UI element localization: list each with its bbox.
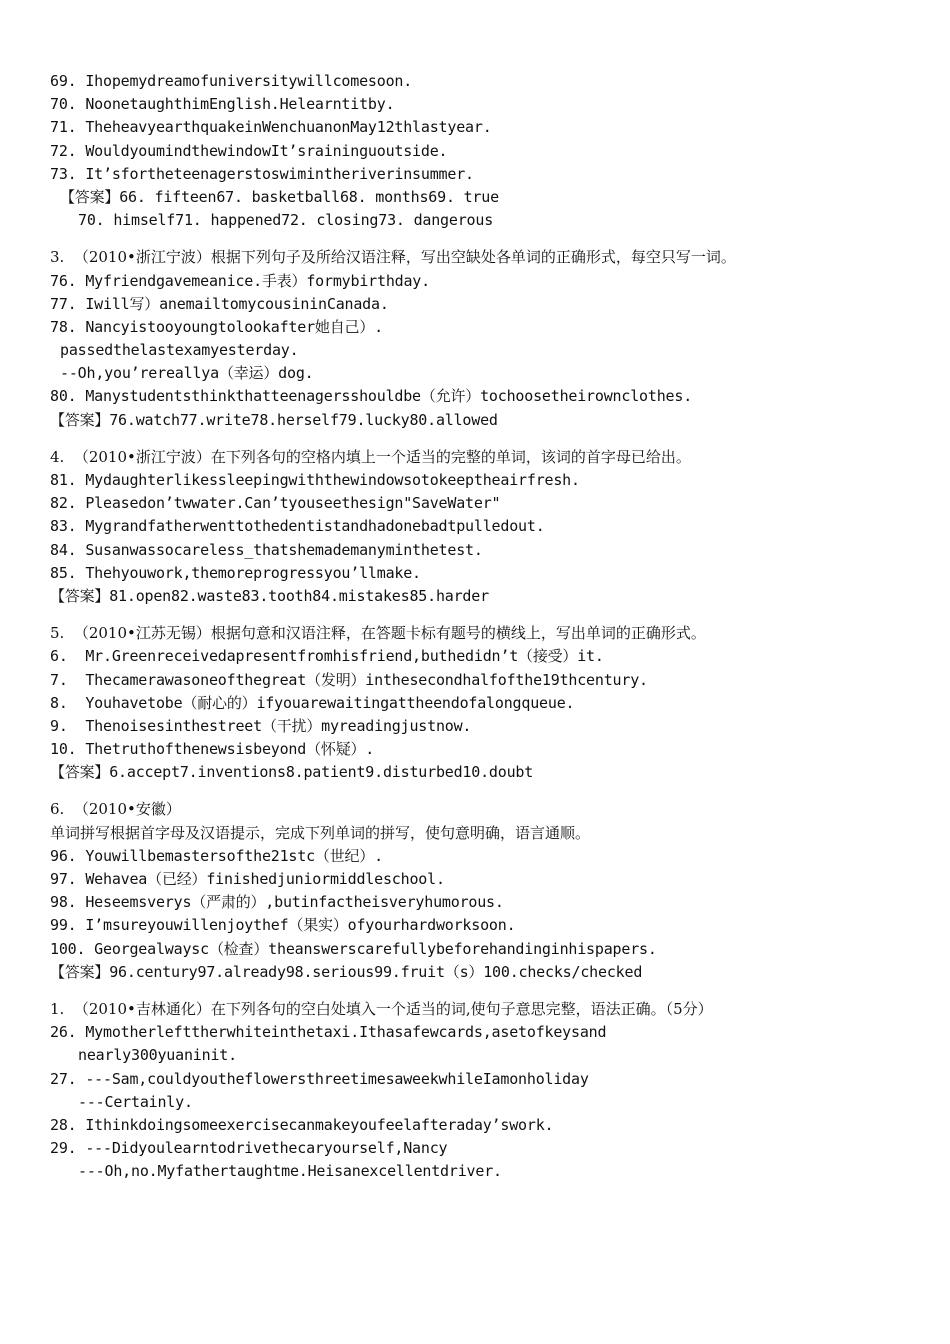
question-line: 9. Thenoisesinthestreet（干扰）myreadingjustnow. — [50, 716, 472, 735]
question-line: ---Certainly. — [78, 1092, 193, 1111]
question-line: 96. Youwillbemastersofthe21stc（世纪）. — [50, 846, 383, 865]
answer-line: 【答案】66. fifteen67. basketball68. months69. true — [60, 187, 499, 206]
question-section — [50, 798, 945, 984]
question-section — [50, 998, 945, 1184]
document-page — [50, 70, 945, 1183]
question-line: 7. Thecamerawasoneofthegreat（发明）inthesecondhalfofthe19thcentury. — [50, 670, 648, 689]
question-line: 70. NoonetaughthimEnglish.Helearntitby. — [50, 95, 395, 114]
answer-line: 【答案】6.accept7.inventions8.patient9.disturbed10.doubt — [50, 763, 534, 782]
question-line: 97. Wehavea（已经）finishedjuniormiddleschool. — [50, 870, 445, 888]
question-line: 78. Nancyistooyoungtolookafter她自己）. — [50, 317, 383, 336]
question-section — [50, 246, 945, 432]
section-gap — [50, 784, 945, 798]
section-gap — [50, 232, 945, 246]
section-gap — [50, 984, 945, 998]
question-line: --Oh,you’rereallya（幸运）dog. — [60, 364, 314, 383]
question-line: 27. ---Sam,couldyoutheflowersthreetimesaweekwhileIamonholiday — [50, 1069, 589, 1088]
question-line: 28. Ithinkdoingsomeexercisecanmakeyoufeelafteraday’swork. — [50, 1115, 554, 1134]
question-line: ---Oh,no.Myfathertaughtme.Heisanexcellentdriver. — [78, 1162, 502, 1181]
question-line: 8. Youhavetobe（耐心的）ifyouarewaitingattheendofalongqueue. — [50, 693, 575, 712]
question-line: 85. Thehyouwork,themoreprogressyou’llmake. — [50, 563, 421, 582]
section-gap — [50, 432, 945, 446]
section-heading: 3. （2010•浙江宁波）根据下列句子及所给汉语注释，写出空缺处各单词的正确形式，每空只写一词。 — [50, 248, 736, 267]
question-line: 72. WouldyoumindthewindowIt’sraininguoutside. — [50, 141, 448, 160]
question-section — [50, 70, 945, 232]
question-line: 77. Iwill写）anemailtomycousininCanada. — [50, 294, 389, 313]
section-heading: 1. （2010•吉林通化）在下列各句的空白处填入一个适当的词,使句子意思完整，语法正确。（5分） — [50, 999, 713, 1018]
answer-line: 【答案】81.open82.waste83.tooth84.mistakes85.harder — [50, 586, 489, 605]
question-line: 98. Heseemsverys（严肃的）,butinfactheisveryhumorous. — [50, 893, 504, 912]
answer-line: 【答案】96.century97.already98.serious99.fruit（s）100.checks/checked — [50, 962, 643, 981]
question-line: 单词拼写根据首字母及汉语提示，完成下列单词的拼写，使句意明确，语言通顺。 — [50, 823, 591, 842]
answer-line: 【答案】76.watch77.write78.herself79.lucky80.allowed — [50, 410, 498, 429]
section-heading: 5. （2010•江苏无锡）根据句意和汉语注释，在答题卡标有题号的横线上，写出单词的正确形式。 — [50, 624, 706, 643]
question-line: nearly300yuaninit. — [78, 1046, 237, 1065]
question-line: 70. himself71. happened72. closing73. dangerous — [78, 211, 494, 230]
question-line: 73. It’sfortheteenagerstoswimintheriverinsummer. — [50, 164, 474, 183]
section-gap — [50, 608, 945, 622]
question-section — [50, 622, 945, 784]
question-line: 99. I’msureyouwillenjoythef（果实）ofyourhardworksoon. — [50, 916, 516, 935]
question-line: 81. Mydaughterlikessleepingwiththewindowsotokeeptheairfresh. — [50, 471, 580, 489]
question-line: 71. TheheavyearthquakeinWenchuanonMay12thlastyear. — [50, 118, 492, 137]
section-heading: 6. （2010•安徽） — [50, 800, 181, 819]
question-line: 29. ---Didyoulearntodrivethecaryourself,Nancy — [50, 1139, 448, 1158]
question-line: 83. Mygrandfatherwenttothedentistandhadonebadtpulledout. — [50, 517, 545, 536]
question-line: 10. Thetruthofthenewsisbeyond（怀疑）. — [50, 740, 375, 759]
section-heading: 4. （2010•浙江宁波）在下列各句的空格内填上一个适当的完整的单词，该词的首字母已给出。 — [50, 447, 691, 466]
question-line: 84. Susanwassocareless_thatshemademanyminthetest. — [50, 540, 483, 559]
question-line: 100. Georgealwaysc（检查）theanswerscarefullybeforehandinginhispapers. — [50, 939, 657, 958]
question-line: 69. Ihopemydreamofuniversitywillcomesoon. — [50, 72, 413, 90]
question-line: 82. Pleasedon’twwater.Can’tyouseethesign"SaveWater" — [50, 494, 501, 513]
question-line: 80. Manystudentsthinkthatteenagersshouldbe（允许）tochoosetheirownclothes. — [50, 387, 693, 406]
question-line: passedthelastexamyesterday. — [60, 341, 299, 360]
question-line: 6. Mr.Greenreceivedapresentfromhisfriend,buthedidn’t（接受）it. — [50, 647, 604, 666]
question-section — [50, 446, 945, 608]
question-line: 26. Mymotherlefttherwhiteinthetaxi.Ithasafewcards,asetofkeysand — [50, 1023, 607, 1042]
question-line: 76. Myfriendgavemeanice.手表）formybirthday. — [50, 271, 430, 290]
